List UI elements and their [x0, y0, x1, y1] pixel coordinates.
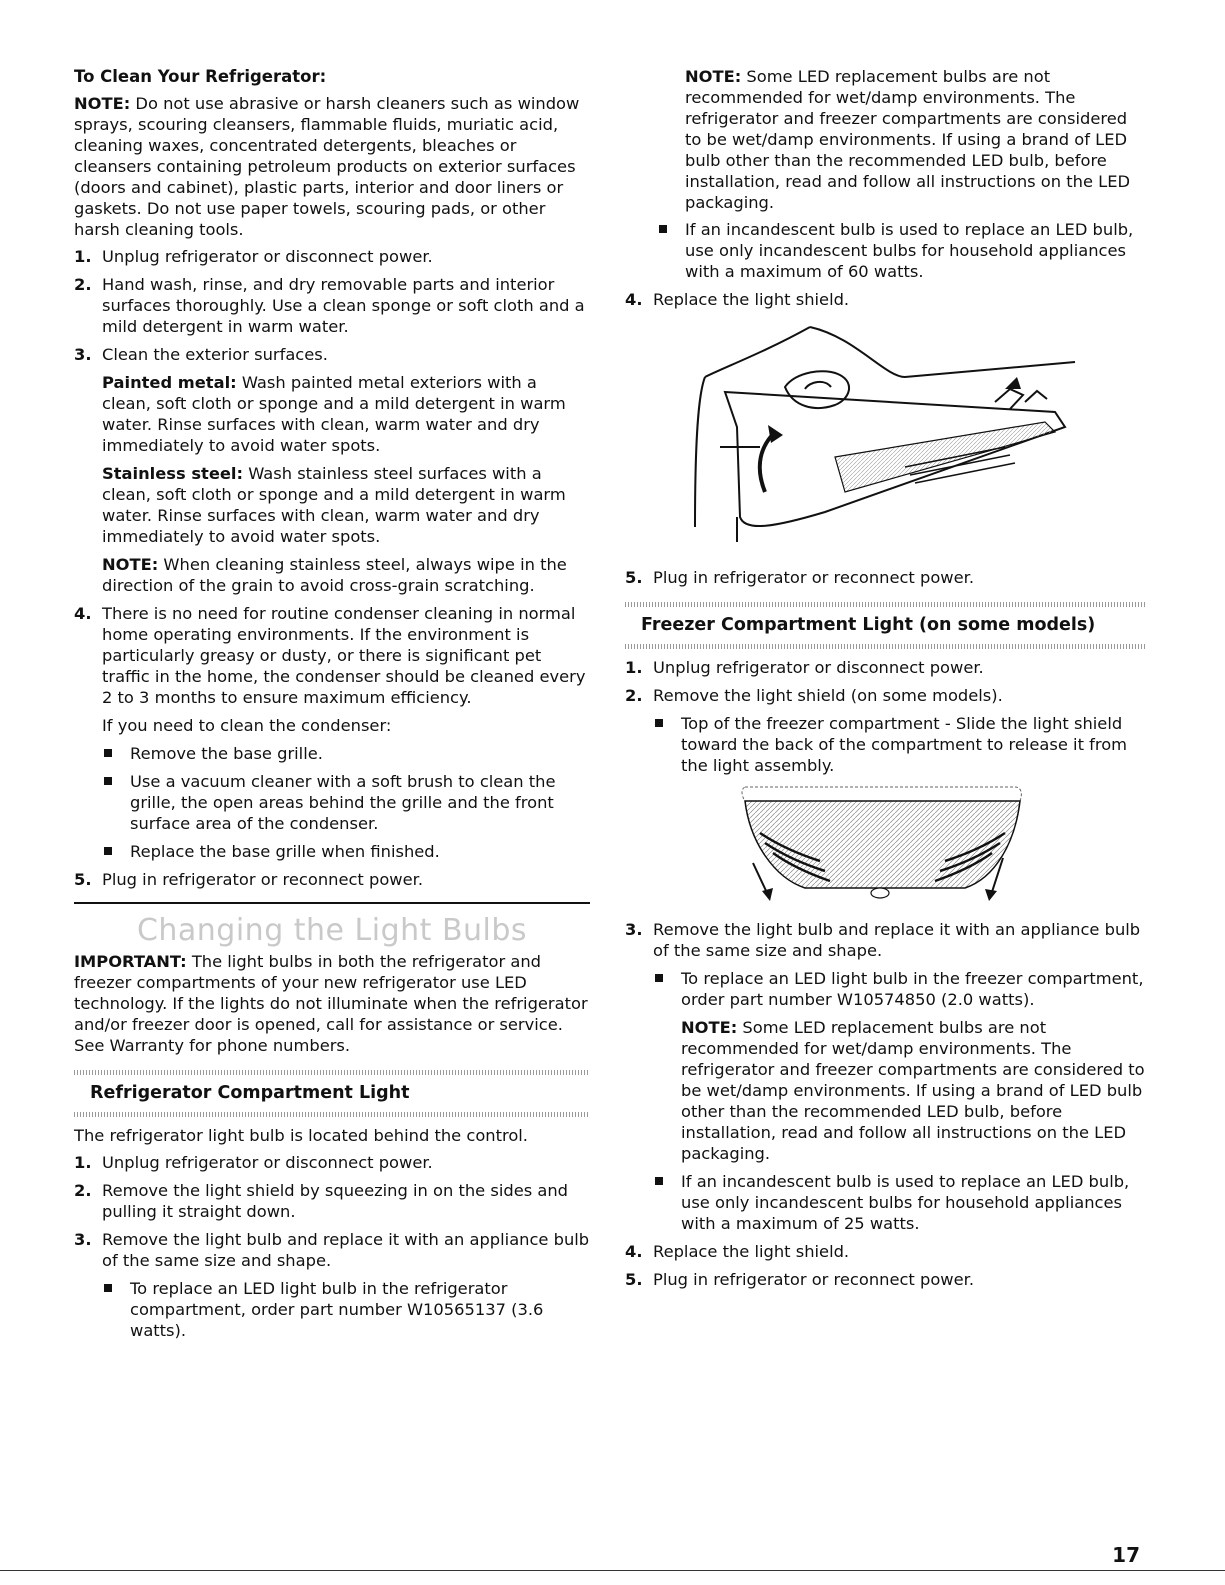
freezer-light-shield-drawing — [625, 783, 1145, 913]
freezer-light-header — [625, 602, 1145, 649]
bullet-square-icon — [104, 749, 112, 757]
list-item: 1. Unplug refrigerator or disconnect power. — [74, 247, 433, 266]
bullet-square-icon — [104, 1284, 112, 1292]
list-item: 3. Clean the exterior surfaces. Painted metal: Wash painted metal exteriors with a clean, soft cloth or sponge and a mild detergent in warm water. Rinse surfaces with clean, warm water and dry immediately to avoid water spots. Stainless steel: Wash stainless steel surfaces with a clean, soft cloth or sponge and a mild detergent in warm water. Rinse surfaces with clean, warm water and dry immediately to avoid water spots. NOTE: When cleaning stainless steel, always wipe in the direction of the grain to avoid cross-grain scratching. — [74, 344, 590, 596]
fridge-light-shield-illustration — [625, 317, 1145, 567]
list-item: 2. Hand wash, rinse, and dry removable parts and interior surfaces thoroughly. Use a clean sponge or soft cloth and a mild detergent in warm water. — [74, 275, 585, 336]
freezer-steps-continued — [625, 919, 1145, 1290]
led-note-block — [625, 66, 1145, 213]
list-item: 3. Remove the light bulb and replace it with an appliance bulb of the same size and shape. To replace an LED light bulb in the freezer compartment, order part number W10574850 (2.0 watts). NOTE: Some LED replacement bulbs are not recommended for wet/damp environments. The refrigerator and freezer compartments are considered to be wet/damp environments. If using a brand of LED bulb other than the recommended LED bulb, before installation, read and follow all instructions on the LED packaging. If an incandescent bulb is used to replace an LED bulb, use only incandescent bulbs for household appliances with a maximum of 25 watts. — [625, 920, 1145, 1233]
list-item: 4. Replace the light shield. — [625, 1242, 850, 1261]
fridge-part-bullets — [102, 1278, 590, 1341]
list-item: 4. There is no need for routine condenser cleaning in normal home operating environments. If the environment is particularly greasy or dusty, or there is significant pet traffic in the home, the condenser should be cleaned every 2 to 3 months to ensure maximum efficiency. If you need to clean the condenser: Remove the base grille. Use a vacuum cleaner with a soft brush to clean the grille, the open areas behind the grille and the front surface area of the condenser. Replace the base grille when finished. — [74, 603, 590, 862]
stainless-steel-paragraph: Stainless steel: Wash stainless steel surfaces with a clean, soft cloth or sponge and a mild detergent in warm water. Rinse surfaces with clean, warm water and dry immediately to avoid water spots. — [102, 464, 566, 546]
led-note: NOTE: Some LED replacement bulbs are not recommended for wet/damp environments. The refrigerator and freezer compartments are considered to be wet/damp environments. If using a brand of LED bulb other than the recommended LED bulb, before installation, read and follow all instructions on the LED packaging. — [685, 67, 1131, 212]
left-column — [74, 66, 590, 1348]
list-item: 2. Remove the light shield by squeezing in on the sides and pulling it straight down. — [74, 1181, 569, 1221]
freezer-part-bullets — [653, 968, 1145, 1234]
list-item: Top of the freezer compartment - Slide the light shield toward the back of the compartment to release it from the light assembly. — [653, 713, 1145, 776]
list-item: Remove the base grille. — [102, 743, 590, 764]
bullet-square-icon — [104, 777, 112, 785]
bullet-square-icon — [655, 719, 663, 727]
list-item: 5. Plug in refrigerator or reconnect power. — [74, 870, 423, 889]
list-item: To replace an LED light bulb in the freezer compartment, order part number W10574850 (2.0 watts). NOTE: Some LED replacement bulbs are not recommended for wet/damp environments. The refrigerator and freezer compartments are considered to be wet/damp environments. If using a brand of LED bulb other than the recommended LED bulb, before installation, read and follow all instructions on the LED packaging. — [653, 968, 1145, 1164]
list-item: Replace the base grille when finished. — [102, 841, 590, 862]
bulbs-section-title: Changing the Light Bulbs — [136, 913, 528, 948]
list-item: Use a vacuum cleaner with a soft brush to clean the grille, the open areas behind the grille and the front surface area of the condenser. — [102, 771, 590, 834]
fridge-light-shield-drawing — [625, 317, 1145, 567]
stainless-note: NOTE: When cleaning stainless steel, always wipe in the direction of the grain to avoid cross-grain scratching. — [102, 555, 567, 595]
freezer-steps — [625, 657, 1145, 776]
condenser-intro: If you need to clean the condenser: — [102, 716, 392, 735]
right-column — [625, 66, 1145, 1297]
list-item: 3. Remove the light bulb and replace it with an appliance bulb of the same size and shape. To replace an LED light bulb in the refrigerator compartment, order part number W10565137 (3.6 watts). — [74, 1230, 590, 1340]
freezer-top-bullets — [653, 713, 1145, 776]
hatch-divider — [74, 1112, 590, 1117]
bullet-square-icon — [659, 225, 667, 233]
list-item: 1. Unplug refrigerator or disconnect power. — [74, 1153, 433, 1172]
list-item: To replace an LED light bulb in the refrigerator compartment, order part number W10565137 (3.6 watts). — [102, 1278, 590, 1341]
page-number: 17 — [1112, 1543, 1140, 1567]
section-divider — [74, 902, 590, 904]
hatch-divider — [625, 644, 1145, 649]
bullet-square-icon — [655, 1177, 663, 1185]
page-bottom-rule — [0, 1570, 1225, 1571]
freezer-led-note: NOTE: Some LED replacement bulbs are not recommended for wet/damp environments. The refrigerator and freezer compartments are considered to be wet/damp environments. If using a brand of LED bulb other than the recommended LED bulb, before installation, read and follow all instructions on the LED packaging. — [681, 1018, 1145, 1163]
fridge-step4-list — [625, 289, 1145, 310]
list-item: 1. Unplug refrigerator or disconnect power. — [625, 658, 984, 677]
abrasive-cleaner-note: NOTE: Do not use abrasive or harsh cleaners such as window sprays, scouring cleansers, flammable fluids, muriatic acid, cleaning waxes, concentrated detergents, bleaches or cleansers containing petroleum products on exterior surfaces (doors and cabinet), plastic parts, interior and door liners or gaskets. Do not use paper towels, scouring pads, or other harsh cleaning tools. — [74, 94, 580, 239]
list-item: 2. Remove the light shield (on some models). Top of the freezer compartment - Slide the light shield toward the back of the compartment to release it from the light assembly. — [625, 685, 1145, 776]
fridge-light-intro: The refrigerator light bulb is located behind the control. — [74, 1126, 528, 1145]
list-item: If an incandescent bulb is used to replace an LED bulb, use only incandescent bulbs for household appliances with a maximum of 25 watts. — [653, 1171, 1145, 1234]
fridge-light-header — [74, 1070, 590, 1117]
list-item: 4. Replace the light shield. — [625, 290, 850, 309]
freezer-light-shield-illustration — [625, 783, 1145, 913]
clean-heading: To Clean Your Refrigerator: — [74, 67, 327, 86]
painted-metal-paragraph: Painted metal: Wash painted metal exteriors with a clean, soft cloth or sponge and a mild detergent in warm water. Rinse surfaces with clean, warm water and dry immediately to avoid water spots. — [102, 373, 566, 455]
list-item: If an incandescent bulb is used to replace an LED bulb, use only incandescent bulbs for household appliances with a maximum of 60 watts. — [657, 219, 1145, 282]
cleaning-steps — [74, 246, 590, 890]
bullet-square-icon — [104, 847, 112, 855]
fridge-light-title: Refrigerator Compartment Light — [90, 1083, 410, 1103]
bullet-square-icon — [655, 974, 663, 982]
list-item: 5. Plug in refrigerator or reconnect power. — [625, 568, 974, 587]
condenser-bullets — [102, 743, 590, 862]
incandescent-60-bullets — [657, 219, 1145, 282]
fridge-light-steps — [74, 1152, 590, 1341]
freezer-light-title: Freezer Compartment Light (on some models) — [641, 615, 1096, 635]
important-note: IMPORTANT: The light bulbs in both the refrigerator and freezer compartments of your new refrigerator use LED technology. If the lights do not illuminate when the refrigerator and/or freezer door is opened, call for assistance or service. See Warranty for phone numbers. — [74, 952, 588, 1055]
fridge-step5-list — [625, 567, 1145, 588]
list-item: 5. Plug in refrigerator or reconnect power. — [625, 1270, 974, 1289]
